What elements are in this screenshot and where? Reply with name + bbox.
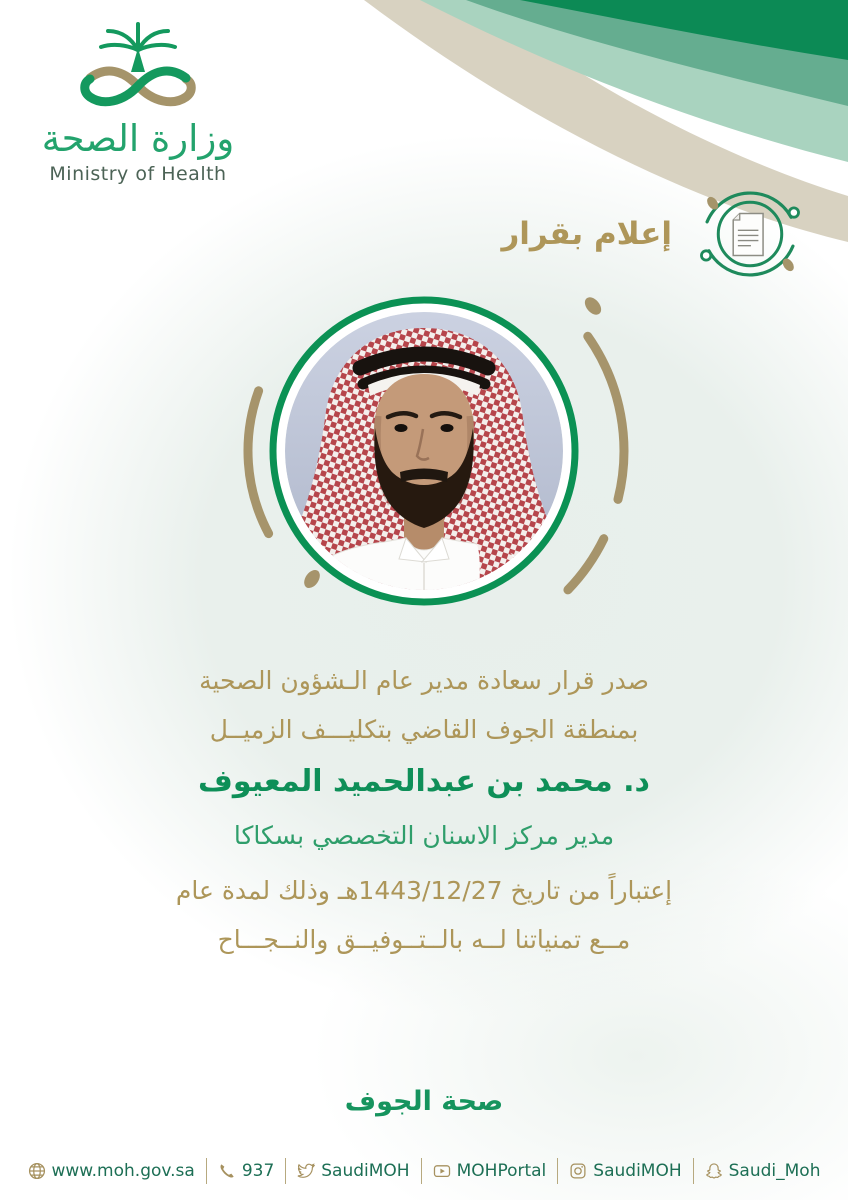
document-glyph (733, 213, 763, 255)
effective-date-line: إعتباراً من تاريخ 1443/12/27هـ وذلك لمدة عام (175, 876, 673, 905)
footer-label: MOHPortal (456, 1161, 547, 1181)
gold-dot (780, 256, 796, 273)
footer-item-phone (206, 1158, 285, 1184)
gold-arc-right (588, 336, 624, 499)
decision-document-icon (694, 178, 806, 290)
appointee-name: د. محمد بن عبدالحميد المعيوف (198, 764, 650, 799)
intro-line-1: صدر قرار سعادة مدير عام الـشؤون الصحية (199, 666, 649, 695)
footer-label: SaudiMOH (593, 1161, 682, 1181)
phone-icon (218, 1162, 236, 1180)
globe-icon (28, 1162, 46, 1180)
ministry-name-english: Ministry of Health (49, 162, 227, 185)
gold-arc-left (248, 391, 269, 534)
footer-label: SaudiMOH (321, 1161, 410, 1181)
contact-footer (0, 1158, 848, 1184)
announcement-text (0, 666, 848, 974)
instagram-icon (569, 1162, 587, 1180)
health-directorate-signature: صحة الجوف (344, 1086, 504, 1117)
intro-line-2: بمنطقة الجوف القاضي بتكليـــف الزميــل (209, 715, 639, 744)
appointee-photo (174, 266, 674, 658)
ministry-name-arabic: وزارة الصحة (41, 117, 235, 160)
footer-label: 937 (241, 1161, 275, 1181)
palm-trunk (131, 48, 145, 72)
footer-label: www.moh.gov.sa (51, 1161, 195, 1181)
footer-label: Saudi_Moh (728, 1161, 821, 1181)
eye (395, 424, 408, 432)
palm-fronds (101, 24, 175, 50)
gold-dot (301, 567, 323, 591)
gold-dot (582, 294, 605, 318)
gold-dot (705, 195, 721, 212)
youtube-icon (433, 1162, 451, 1180)
twitter-icon (297, 1162, 315, 1180)
gold-arc-right-lower (568, 539, 604, 590)
footer-item-snapchat (693, 1158, 832, 1184)
appointee-position: مدير مركز الاسنان التخصصي بسكاكا (233, 821, 615, 850)
footer-item-twitter (285, 1158, 420, 1184)
footer-item-youtube (421, 1158, 558, 1184)
snapchat-icon (705, 1162, 723, 1180)
wishes-line: مــع تمنياتنا لــه بالــتــوفيــق والنــجـــاح (217, 925, 631, 954)
decision-banner-title: إعلام بقرار (501, 216, 672, 252)
moh-logo-block (28, 16, 248, 185)
moh-logo-icon (53, 16, 223, 118)
footer-item-website (17, 1158, 206, 1184)
footer-item-instagram (557, 1158, 692, 1184)
eye (441, 424, 454, 432)
